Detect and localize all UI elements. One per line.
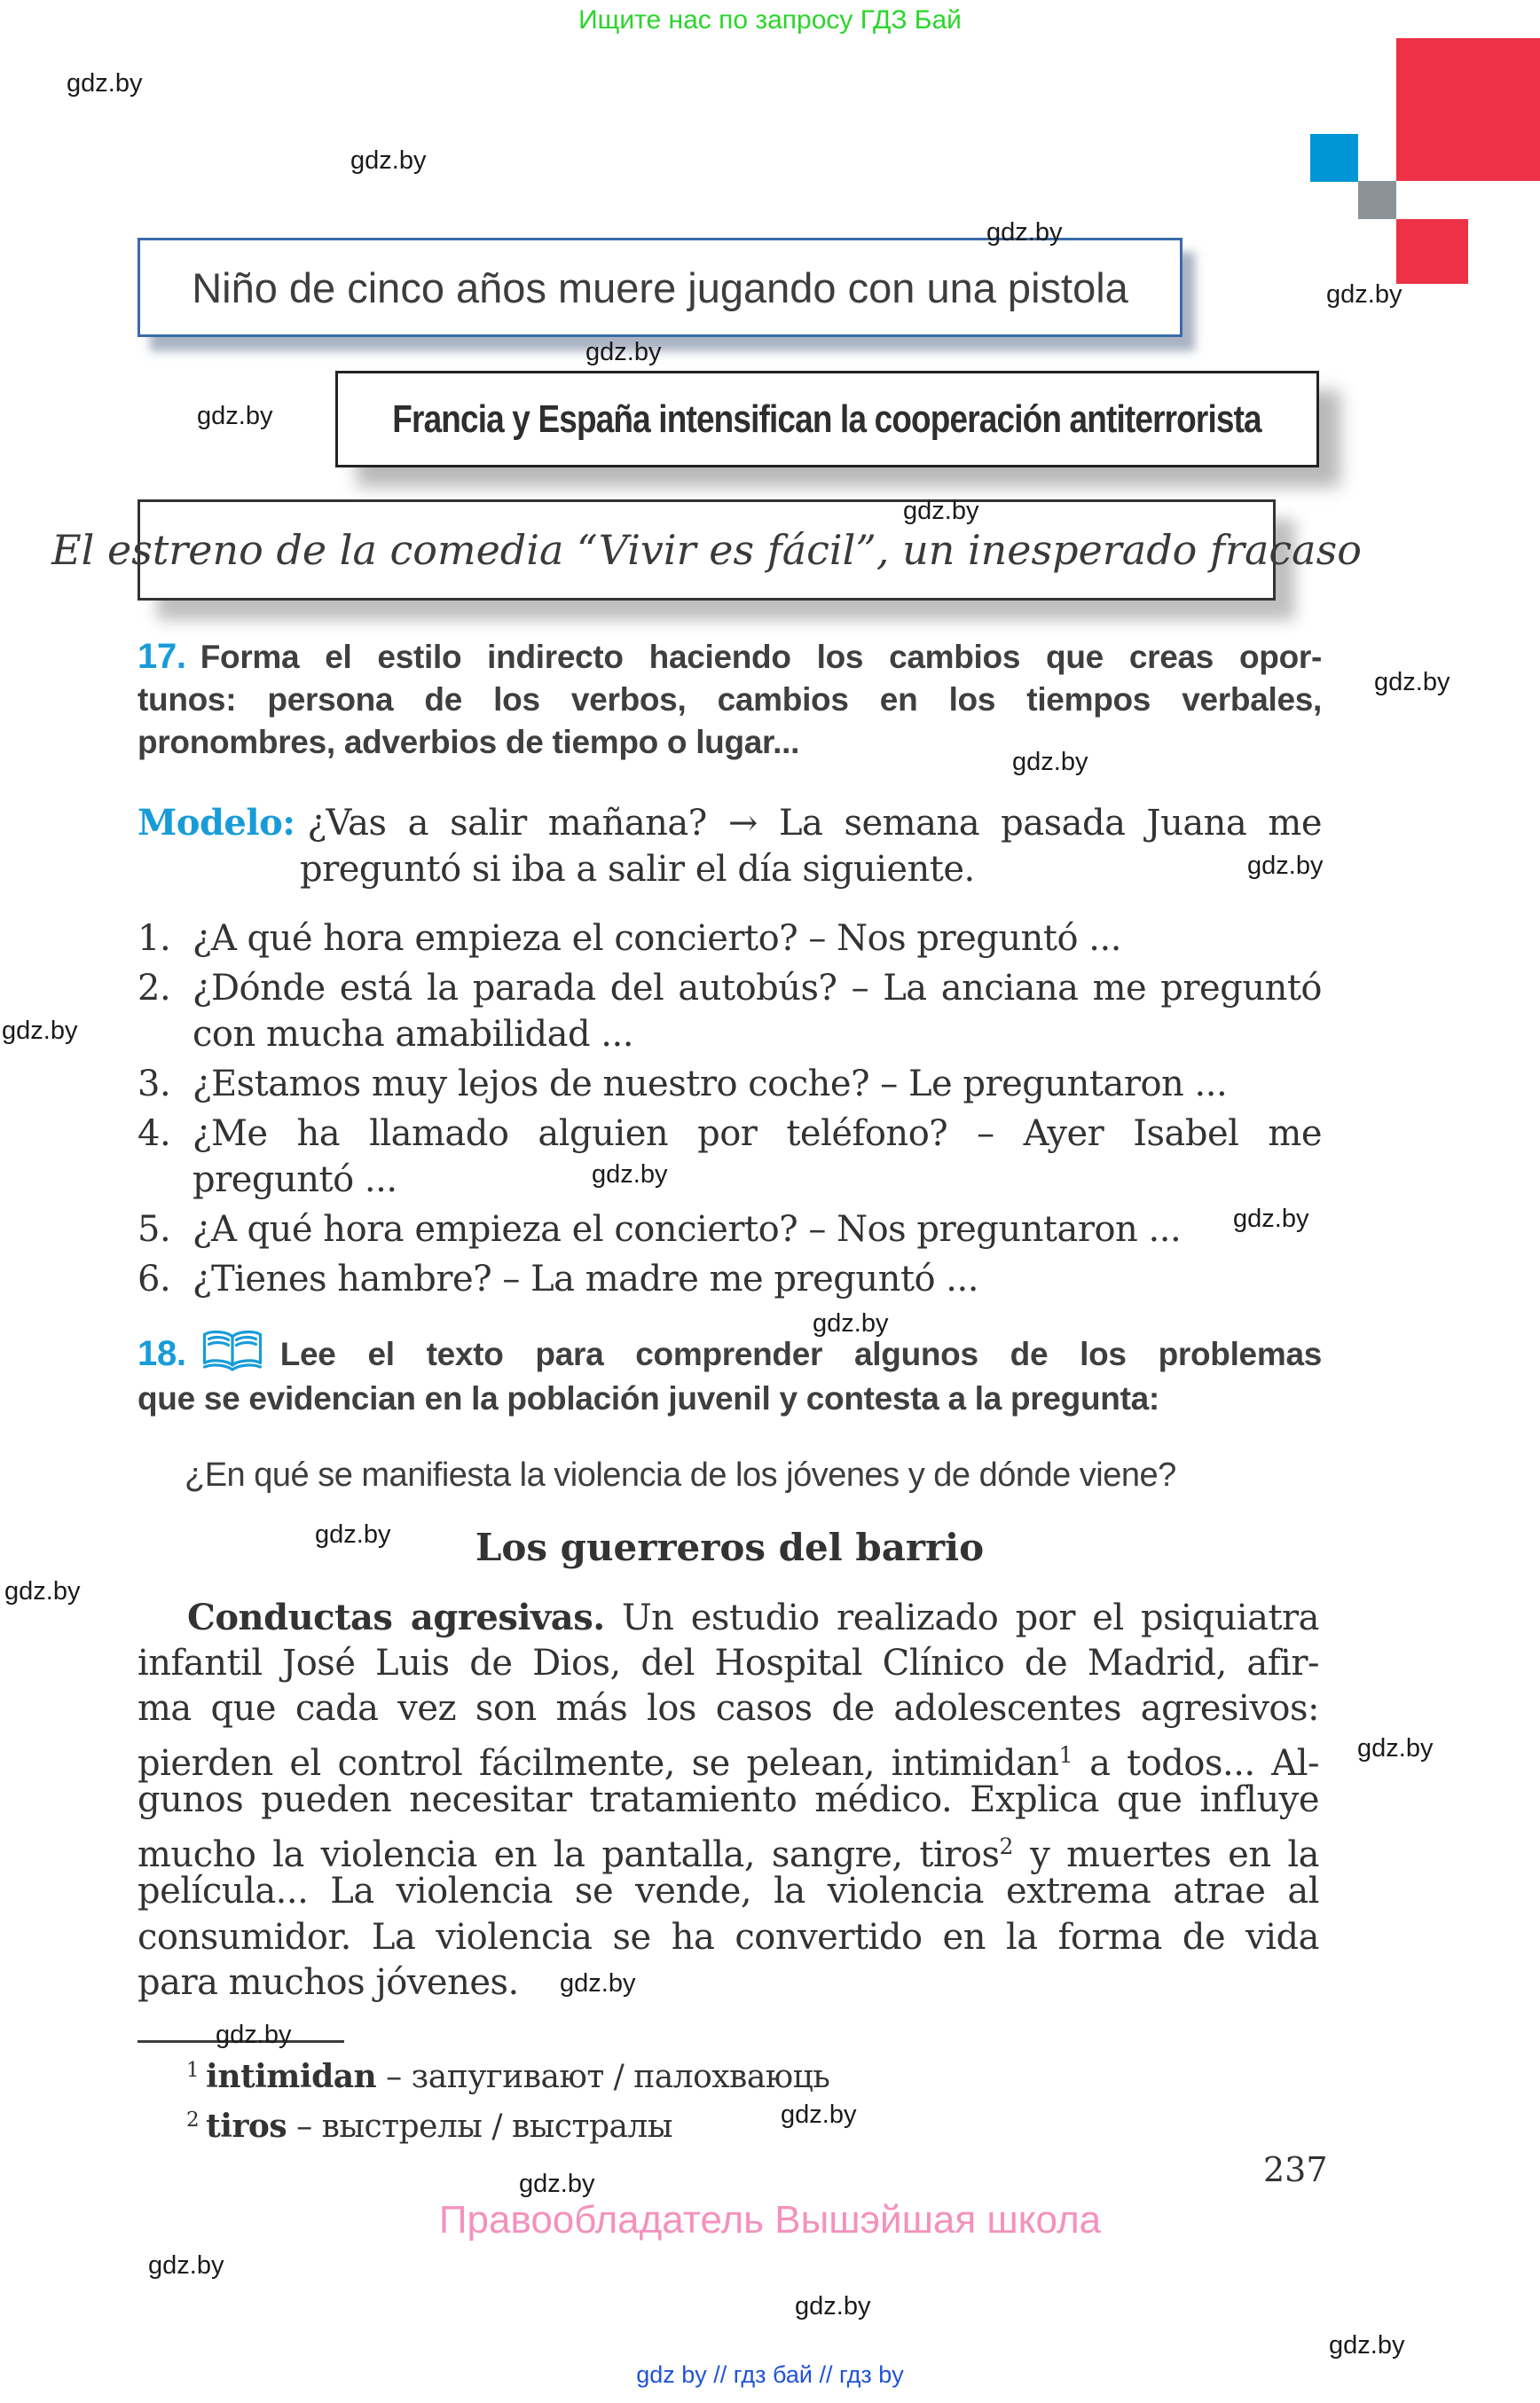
logo-red-square-large (1396, 38, 1540, 181)
paragraph-line: consumidor. La violencia se ha convertido en la forma de vida (138, 1916, 1319, 1958)
list-item: 4. ¿Me ha llamado alguien por teléfono? – Ayer Isabel me preguntó ... (138, 1111, 1322, 1203)
logo-red-square-small (1396, 219, 1468, 284)
headline-text: Niño de cinco años muere jugando con una pistola (192, 263, 1128, 311)
list-item-number: 1. (138, 918, 171, 959)
logo-gray-square (1358, 181, 1396, 219)
paragraph-line: gunos pueden necesitar tratamiento médico. Explica que influye (138, 1779, 1319, 1820)
promo-banner-text: Ищите нас по запросу ГДЗ Бай (578, 5, 962, 35)
exercise-17-line: tunos: persona de los verbos, cambios en los tiempos verbales, (138, 681, 1322, 718)
exercise-18 (138, 1329, 1322, 1421)
watermark: gdz.by (519, 2170, 595, 2198)
list-item: 5. ¿A qué hora empieza el concierto? – Nos preguntaron ... (138, 1206, 1322, 1253)
footnotes (186, 2049, 829, 2148)
logo-blue-square (1310, 134, 1358, 182)
exercise-17 (138, 635, 1322, 764)
watermark: gdz.by (986, 218, 1063, 247)
watermark: gdz.by (1357, 1734, 1434, 1763)
list-item-number: 3. (138, 1064, 171, 1104)
watermark: gdz.by (1247, 852, 1324, 880)
paragraph-line: pierden el control fácilmente, se pelean, intimidan$^1$ a todos... Al- (138, 1741, 1320, 1784)
watermark: gdz.by (1329, 2331, 1405, 2360)
paragraph-line: película... La violencia se vende, la violencia extrema atrae al (138, 1871, 1319, 1912)
footnote: $^1$ intimidan – запугивают / палохваюць (186, 2058, 830, 2095)
list-item: 6. ¿Tienes hambre? – La madre me preguntó ... (138, 1256, 1322, 1302)
newspaper-headline-1 (138, 238, 1182, 337)
modelo-example (138, 800, 1322, 892)
watermark: gdz.by (781, 2101, 857, 2129)
publisher-notice: Правообладатель Вышэйшая школа (438, 2198, 1102, 2242)
watermark: gdz.by (813, 1309, 889, 1338)
exercise-17-number: 17. (138, 637, 186, 676)
watermark: gdz.by (4, 1577, 81, 1606)
watermark: gdz.by (216, 2021, 292, 2049)
newspaper-headline-3 (51, 499, 1362, 601)
paragraph-line: ma que cada vez son más los casos de adolescentes agresivos: (138, 1688, 1319, 1729)
list-item-number: 4. (138, 1113, 171, 1154)
paragraph-line: para muchos jóvenes. (138, 1962, 519, 2003)
page-number: 237 (1263, 2150, 1328, 2189)
exercise-17-line: 17. Forma el estilo indirecto haciendo los cambios que creas opor- (138, 637, 1322, 676)
headline-text: El estreno de la comedia “Vivir es fácil”, un inesperado fracaso (51, 526, 1362, 574)
reading-question: ¿En qué se manifiesta la violencia de los jóvenes y de dónde viene? (185, 1457, 1176, 1494)
reading-title: Los guerreros del barrio (475, 1526, 985, 1569)
exercise-17-item-list (138, 915, 1322, 1306)
paragraph-line: mucho la violencia en la pantalla, sangre, tiros$^2$ y muertes en la (138, 1833, 1320, 1875)
list-item: 3. ¿Estamos muy lejos de nuestro coche? – Le preguntaron ... (138, 1061, 1322, 1107)
watermark: gdz.by (560, 1969, 636, 1998)
exercise-18-line: 18. Lee el texto para comprender algunos de los problemas (138, 1329, 1322, 1377)
modelo-line: preguntó si iba a salir el día siguiente. (300, 849, 975, 890)
watermark: gdz.by (148, 2251, 224, 2280)
watermark: gdz.by (197, 402, 273, 430)
watermark: gdz.by (315, 1520, 391, 1549)
footnote: $^2$ tiros – выстрелы / выстралы (186, 2108, 673, 2145)
watermark: gdz.by (1326, 280, 1402, 309)
watermark: gdz.by (1374, 668, 1450, 696)
exercise-17-line: pronombres, adverbios de tiempo o lugar... (138, 724, 800, 760)
newspaper-headline-2 (335, 371, 1319, 467)
watermark: gdz.by (67, 69, 143, 98)
paragraph-line: infantil José Luis de Dios, del Hospital Clínico de Madrid, afir- (138, 1642, 1319, 1684)
footer-links: gdz by // гдз бай // гдз by (636, 2361, 904, 2388)
watermark: gdz.by (1012, 748, 1088, 776)
modelo-line: Modelo: ¿Vas a salir mañana? → La semana pasada Juana me (138, 802, 1322, 844)
watermark: gdz.by (585, 338, 662, 366)
reading-paragraph (138, 1595, 1319, 2006)
watermark: gdz.by (1233, 1205, 1309, 1233)
open-book-icon (200, 1329, 264, 1373)
watermark: gdz.by (795, 2292, 871, 2321)
headline-text: Francia y España intensifican la cooperación antiterrorista (392, 397, 1262, 441)
list-item-number: 6. (138, 1259, 171, 1300)
watermark: gdz.by (2, 1017, 78, 1045)
list-item: 2. ¿Dónde está la parada del autobús? – La anciana me preguntó con mucha amabilidad ... (138, 965, 1322, 1057)
exercise-18-number: 18. (138, 1334, 186, 1373)
exercise-18-line: que se evidencian en la población juvenil y contesta a la pregunta: (138, 1380, 1159, 1417)
list-item: 1. ¿A qué hora empieza el concierto? – Nos preguntó ... (138, 915, 1322, 962)
list-item-number: 5. (138, 1209, 171, 1250)
watermark: gdz.by (350, 146, 427, 175)
paragraph-line: Conductas agresivas. Un estudio realizado por el psiquiatra (187, 1597, 1319, 1638)
watermark: gdz.by (592, 1160, 668, 1189)
list-item-number: 2. (138, 968, 171, 1009)
modelo-label: Modelo: (138, 802, 295, 844)
watermark: gdz.by (903, 497, 979, 525)
